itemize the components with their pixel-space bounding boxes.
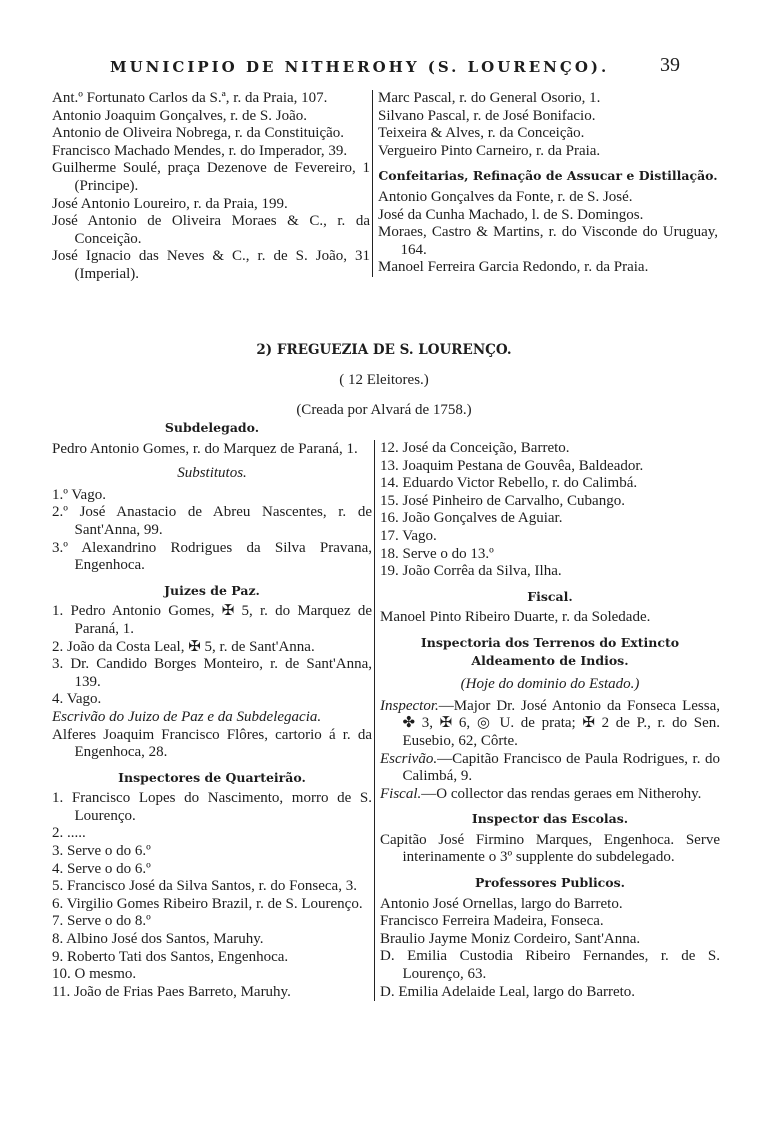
entry — [380, 698, 720, 751]
entry: Silvano Pascal, r. de José Bonifacio. — [378, 107, 596, 124]
running-header: MUNICIPIO DE NITHEROHY (S. LOURENÇO). — [110, 58, 610, 76]
entry: José Ignacio das Neves & C., r. de S. João, 31 (Imperial). — [52, 248, 370, 282]
entry: José Antonio de Oliveira Moraes & C., r. da Conceição. — [52, 213, 370, 247]
entry-text: —O collector das rendas geraes em Nitherohy. — [421, 785, 702, 802]
entry: Pedro Antonio Gomes, r. do Marquez de Paraná, 1. — [52, 440, 358, 457]
entry: 16. João Gonçalves de Aguiar. — [380, 510, 563, 527]
entry: 13. Joaquim Pestana de Gouvêa, Baldeador. — [380, 457, 644, 474]
entry: Capitão José Firmino Marques, Engenhoca. Serve interinamente o 3º supplente do subdelegado. — [380, 831, 720, 866]
entry-label: Inspector. — [380, 697, 439, 714]
entry: 1.º Vago. — [52, 486, 106, 503]
entry: 3.º Alexandrino Rodrigues da Silva Pravana, Engenhoca. — [52, 539, 372, 574]
entry: 11. João de Frias Paes Barreto, Maruhy. — [52, 983, 291, 1000]
lower-left-column — [52, 412, 372, 1001]
entry: José da Cunha Machado, l. de S. Domingos. — [378, 206, 644, 223]
entry: 2. João da Costa Leal, ✠ 5, r. de Sant'Anna. — [52, 638, 315, 655]
top-left-column — [52, 90, 370, 284]
entry: 4. Vago. — [52, 691, 102, 708]
entry: Teixeira & Alves, r. da Conceição. — [378, 125, 585, 142]
entry: 9. Roberto Tati dos Santos, Engenhoca. — [52, 948, 289, 965]
entry-label: Fiscal. — [380, 785, 422, 802]
lower-right-column — [374, 440, 720, 1001]
entry: 8. Albino José dos Santos, Maruhy. — [52, 931, 264, 948]
entry: 19. João Corrêa da Silva, Ilha. — [380, 563, 562, 580]
entry: Moraes, Castro & Martins, r. do Visconde do Uruguay, 164. — [378, 224, 718, 258]
entry — [380, 786, 720, 804]
section-heading: Substitutos. — [177, 465, 247, 482]
entry: José Antonio Loureiro, r. da Praia, 199. — [52, 195, 288, 212]
entry: 18. Serve o do 13.º — [380, 545, 494, 562]
entry: 6. Virgilio Gomes Ribeiro Brazil, r. de S. Lourenço. — [52, 895, 363, 912]
entry: 10. O mesmo. — [52, 966, 137, 983]
entry: Braulio Jayme Moniz Cordeiro, Sant'Anna. — [380, 930, 641, 947]
entry-label: Escrivão do Juizo de Paz e da Subdelegacia. — [52, 708, 322, 725]
entry-text: —Major Dr. José Antonio da Fonseca Lessa, ✤ 3, ✠ 6, ◎ U. de prata; ✠ 2 de P., r. do Sen. Eusebio, 62, Côrte. — [402, 697, 720, 749]
entry: 15. José Pinheiro de Carvalho, Cubango. — [380, 492, 625, 509]
section-heading: Inspectoria dos Terrenos do Extincto Aldeamento de Indios. — [420, 634, 680, 668]
entry: 5. Francisco José da Silva Santos, r. do Fonseca, 3. — [52, 878, 357, 895]
section-title: 2) FREGUEZIA DE S. LOURENÇO. — [256, 342, 512, 358]
entry: Antonio Joaquim Gonçalves, r. de S. João. — [52, 107, 307, 124]
section-heading: Juizes de Paz. — [164, 582, 260, 598]
section-created: (Creada por Alvará de 1758.) — [296, 402, 472, 418]
entry: 2. ..... — [52, 825, 86, 842]
entry: Vergueiro Pinto Carneiro, r. da Praia. — [378, 142, 601, 159]
entry: 14. Eduardo Victor Rebello, r. do Calimbá. — [380, 475, 638, 492]
section-heading: Inspector das Escolas. — [471, 811, 629, 827]
section-heading: Fiscal. — [527, 588, 573, 604]
entry: Francisco Ferreira Madeira, Fonseca. — [380, 913, 604, 930]
entry-text: —Capitão Francisco de Paula Rodrigues, r. do Calimbá, 9. — [402, 750, 720, 785]
entry — [52, 709, 372, 727]
entry: 17. Vago. — [380, 527, 437, 544]
entry: 3. Serve o do 6.º — [52, 843, 151, 860]
entry: 12. José da Conceição, Barreto. — [380, 440, 570, 456]
section-heading: Inspectores de Quarteirão. — [118, 769, 306, 785]
entry: Alferes Joaquim Francisco Flôres, cartorio á r. da Engenhoca, 28. — [52, 726, 372, 761]
section-heading: (Hoje do dominio do Estado.) — [460, 676, 640, 693]
entry: Manoel Ferreira Garcia Redondo, r. da Praia. — [378, 259, 649, 276]
entry — [380, 751, 720, 786]
entry: Antonio Gonçalves da Fonte, r. de S. José. — [378, 188, 633, 205]
entry: 1. Pedro Antonio Gomes, ✠ 5, r. do Marquez de Paraná, 1. — [52, 603, 372, 637]
page-number: 39 — [660, 54, 680, 76]
top-right-column — [372, 90, 718, 277]
entry: 4. Serve o do 6.º — [52, 860, 151, 877]
entry: D. Emilia Adelaide Leal, largo do Barreto. — [380, 983, 636, 1000]
section-heading: Professores Publicos. — [474, 875, 626, 891]
entry: Antonio de Oliveira Nobrega, r. da Constituição. — [52, 125, 345, 142]
section-heading: Subdelegado. — [164, 420, 260, 435]
entry-label: Escrivão. — [380, 750, 438, 767]
entry: Antonio José Ornellas, largo do Barreto. — [380, 895, 623, 912]
entry: 7. Serve o do 8.º — [52, 913, 151, 930]
section-heading: Confeitarias, Refinação de Assucar e Distillação. — [378, 168, 718, 184]
entry: 3. Dr. Candido Borges Monteiro, r. de Sant'Anna, 139. — [52, 656, 372, 690]
entry: 1. Francisco Lopes do Nascimento, morro de S. Lourenço. — [52, 790, 372, 824]
entry: Francisco Machado Mendes, r. do Imperador, 39. — [52, 142, 348, 159]
section-electors: ( 12 Eleitores.) — [339, 372, 429, 388]
entry: Marc Pascal, r. do General Osorio, 1. — [378, 90, 601, 106]
entry: Ant.º Fortunato Carlos da S.ª, r. da Praia, 107. — [52, 90, 328, 106]
entry: Guilherme Soulé, praça Dezenove de Fevereiro, 1 (Principe). — [52, 160, 370, 194]
entry: Manoel Pinto Ribeiro Duarte, r. da Soledade. — [380, 609, 651, 626]
entry: 2.º José Anastacio de Abreu Nascentes, r. de Sant'Anna, 99. — [52, 504, 372, 538]
entry: D. Emilia Custodia Ribeiro Fernandes, r. de S. Lourenço, 63. — [380, 948, 720, 983]
